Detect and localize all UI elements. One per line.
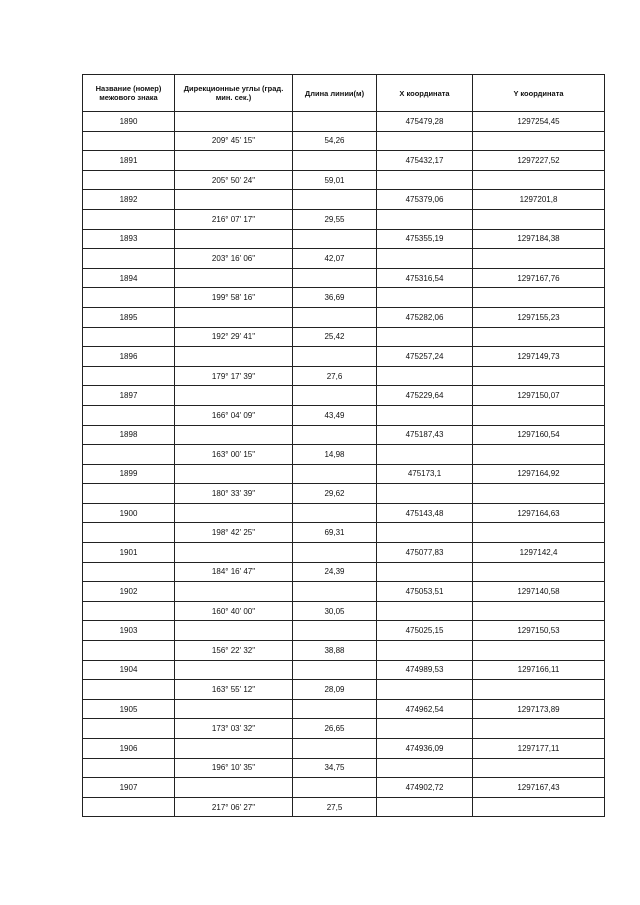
- header-point-name: Название (номер) межового знака: [83, 75, 175, 112]
- point-name-cell: 1903: [83, 621, 175, 641]
- header-x-coordinate: X координата: [377, 75, 473, 112]
- length-cell-empty: [293, 582, 377, 602]
- x-coordinate-cell-empty: [377, 209, 473, 229]
- line-length-cell: 69,31: [293, 523, 377, 543]
- y-coordinate-cell: 1297142,4: [473, 543, 605, 563]
- y-coordinate-cell-empty: [473, 170, 605, 190]
- y-coordinate-cell: 1297155,23: [473, 307, 605, 327]
- angle-cell-empty: [175, 464, 293, 484]
- table-row-point: [83, 425, 605, 445]
- length-cell-empty: [293, 347, 377, 367]
- angle-cell-empty: [175, 543, 293, 563]
- x-coordinate-cell-empty: [377, 484, 473, 504]
- table-row-segment: [83, 327, 605, 347]
- point-name-cell-empty: [83, 641, 175, 661]
- y-coordinate-cell: 1297164,63: [473, 503, 605, 523]
- y-coordinate-cell: 1297150,53: [473, 621, 605, 641]
- x-coordinate-cell-empty: [377, 680, 473, 700]
- x-coordinate-cell-empty: [377, 170, 473, 190]
- table-row-segment: [83, 209, 605, 229]
- x-coordinate-cell-empty: [377, 758, 473, 778]
- line-length-cell: 14,98: [293, 445, 377, 465]
- y-coordinate-cell-empty: [473, 445, 605, 465]
- y-coordinate-cell: 1297140,58: [473, 582, 605, 602]
- table-row-segment: [83, 523, 605, 543]
- table-row-segment: [83, 445, 605, 465]
- header-y-coordinate: Y координата: [473, 75, 605, 112]
- angle-cell-empty: [175, 386, 293, 406]
- y-coordinate-cell: 1297177,11: [473, 739, 605, 759]
- point-name-cell-empty: [83, 719, 175, 739]
- line-length-cell: 42,07: [293, 249, 377, 269]
- table-row-point: [83, 229, 605, 249]
- x-coordinate-cell: 475143,48: [377, 503, 473, 523]
- y-coordinate-cell: 1297167,76: [473, 268, 605, 288]
- direction-angle-cell: 184° 16' 47": [175, 562, 293, 582]
- y-coordinate-cell: 1297173,89: [473, 699, 605, 719]
- x-coordinate-cell-empty: [377, 719, 473, 739]
- angle-cell-empty: [175, 582, 293, 602]
- angle-cell-empty: [175, 307, 293, 327]
- length-cell-empty: [293, 660, 377, 680]
- angle-cell-empty: [175, 425, 293, 445]
- table-row-segment: [83, 131, 605, 151]
- angle-cell-empty: [175, 621, 293, 641]
- direction-angle-cell: 196° 10' 35": [175, 758, 293, 778]
- direction-angle-cell: 160° 40' 00": [175, 601, 293, 621]
- direction-angle-cell: 203° 16' 06": [175, 249, 293, 269]
- table-row-point: [83, 151, 605, 171]
- y-coordinate-cell-empty: [473, 405, 605, 425]
- line-length-cell: 28,09: [293, 680, 377, 700]
- direction-angle-cell: 198° 42' 25": [175, 523, 293, 543]
- x-coordinate-cell: 474962,54: [377, 699, 473, 719]
- table-row-segment: [83, 601, 605, 621]
- x-coordinate-cell-empty: [377, 288, 473, 308]
- y-coordinate-cell-empty: [473, 601, 605, 621]
- direction-angle-cell: 192° 29' 41": [175, 327, 293, 347]
- direction-angle-cell: 180° 33' 39": [175, 484, 293, 504]
- x-coordinate-cell: 474902,72: [377, 778, 473, 798]
- line-length-cell: 59,01: [293, 170, 377, 190]
- point-name-cell-empty: [83, 797, 175, 817]
- point-name-cell: 1891: [83, 151, 175, 171]
- length-cell-empty: [293, 543, 377, 563]
- table-row-segment: [83, 758, 605, 778]
- header-direction-angle: Дирекционные углы (град. мин. сек.): [175, 75, 293, 112]
- direction-angle-cell: 166° 04' 09": [175, 405, 293, 425]
- direction-angle-cell: 179° 17' 39": [175, 366, 293, 386]
- y-coordinate-cell-empty: [473, 641, 605, 661]
- table-row-segment: [83, 288, 605, 308]
- direction-angle-cell: 163° 55' 12": [175, 680, 293, 700]
- y-coordinate-cell-empty: [473, 249, 605, 269]
- table-row-point: [83, 464, 605, 484]
- length-cell-empty: [293, 386, 377, 406]
- x-coordinate-cell-empty: [377, 405, 473, 425]
- length-cell-empty: [293, 268, 377, 288]
- point-name-cell: 1899: [83, 464, 175, 484]
- point-name-cell-empty: [83, 523, 175, 543]
- line-length-cell: 36,69: [293, 288, 377, 308]
- y-coordinate-cell: 1297150,07: [473, 386, 605, 406]
- angle-cell-empty: [175, 660, 293, 680]
- angle-cell-empty: [175, 739, 293, 759]
- length-cell-empty: [293, 425, 377, 445]
- point-name-cell: 1905: [83, 699, 175, 719]
- angle-cell-empty: [175, 503, 293, 523]
- point-name-cell-empty: [83, 249, 175, 269]
- table-row-point: [83, 699, 605, 719]
- direction-angle-cell: 209° 45' 15": [175, 131, 293, 151]
- length-cell-empty: [293, 151, 377, 171]
- x-coordinate-cell: 475479,28: [377, 112, 473, 132]
- point-name-cell-empty: [83, 601, 175, 621]
- y-coordinate-cell-empty: [473, 562, 605, 582]
- x-coordinate-cell: 475053,51: [377, 582, 473, 602]
- point-name-cell: 1904: [83, 660, 175, 680]
- line-length-cell: 25,42: [293, 327, 377, 347]
- table-row-segment: [83, 405, 605, 425]
- table-row-point: [83, 543, 605, 563]
- y-coordinate-cell-empty: [473, 288, 605, 308]
- y-coordinate-cell: 1297149,73: [473, 347, 605, 367]
- x-coordinate-cell: 475432,17: [377, 151, 473, 171]
- point-name-cell-empty: [83, 288, 175, 308]
- y-coordinate-cell: 1297164,92: [473, 464, 605, 484]
- angle-cell-empty: [175, 699, 293, 719]
- point-name-cell: 1898: [83, 425, 175, 445]
- length-cell-empty: [293, 112, 377, 132]
- table-row-point: [83, 112, 605, 132]
- y-coordinate-cell-empty: [473, 758, 605, 778]
- table-row-segment: [83, 366, 605, 386]
- length-cell-empty: [293, 699, 377, 719]
- point-name-cell: 1902: [83, 582, 175, 602]
- angle-cell-empty: [175, 268, 293, 288]
- table-row-segment: [83, 562, 605, 582]
- direction-angle-cell: 199° 58' 16": [175, 288, 293, 308]
- direction-angle-cell: 217° 06' 27": [175, 797, 293, 817]
- point-name-cell: 1895: [83, 307, 175, 327]
- y-coordinate-cell-empty: [473, 366, 605, 386]
- point-name-cell-empty: [83, 366, 175, 386]
- angle-cell-empty: [175, 112, 293, 132]
- angle-cell-empty: [175, 347, 293, 367]
- line-length-cell: 34,75: [293, 758, 377, 778]
- line-length-cell: 26,65: [293, 719, 377, 739]
- y-coordinate-cell: 1297184,38: [473, 229, 605, 249]
- y-coordinate-cell: 1297160,54: [473, 425, 605, 445]
- table-body: [83, 112, 605, 817]
- table-row-point: [83, 739, 605, 759]
- length-cell-empty: [293, 778, 377, 798]
- y-coordinate-cell-empty: [473, 209, 605, 229]
- x-coordinate-cell: 475257,24: [377, 347, 473, 367]
- y-coordinate-cell-empty: [473, 131, 605, 151]
- x-coordinate-cell: 475379,06: [377, 190, 473, 210]
- point-name-cell: 1901: [83, 543, 175, 563]
- x-coordinate-cell: 475316,54: [377, 268, 473, 288]
- table-row-point: [83, 778, 605, 798]
- angle-cell-empty: [175, 151, 293, 171]
- x-coordinate-cell-empty: [377, 797, 473, 817]
- table-row-segment: [83, 641, 605, 661]
- table-row-point: [83, 190, 605, 210]
- point-name-cell-empty: [83, 680, 175, 700]
- length-cell-empty: [293, 229, 377, 249]
- table-row-segment: [83, 170, 605, 190]
- x-coordinate-cell: 475173,1: [377, 464, 473, 484]
- x-coordinate-cell: 475229,64: [377, 386, 473, 406]
- point-name-cell: 1896: [83, 347, 175, 367]
- table-row-point: [83, 503, 605, 523]
- point-name-cell: 1897: [83, 386, 175, 406]
- point-name-cell-empty: [83, 327, 175, 347]
- point-name-cell-empty: [83, 405, 175, 425]
- angle-cell-empty: [175, 190, 293, 210]
- x-coordinate-cell-empty: [377, 445, 473, 465]
- y-coordinate-cell: 1297166,11: [473, 660, 605, 680]
- x-coordinate-cell: 475187,43: [377, 425, 473, 445]
- line-length-cell: 29,55: [293, 209, 377, 229]
- length-cell-empty: [293, 621, 377, 641]
- point-name-cell-empty: [83, 131, 175, 151]
- y-coordinate-cell: 1297254,45: [473, 112, 605, 132]
- table-row-segment: [83, 719, 605, 739]
- point-name-cell: 1894: [83, 268, 175, 288]
- x-coordinate-cell-empty: [377, 601, 473, 621]
- length-cell-empty: [293, 503, 377, 523]
- table-row-point: [83, 307, 605, 327]
- length-cell-empty: [293, 190, 377, 210]
- y-coordinate-cell-empty: [473, 797, 605, 817]
- x-coordinate-cell: 475077,83: [377, 543, 473, 563]
- y-coordinate-cell: 1297201,8: [473, 190, 605, 210]
- point-name-cell-empty: [83, 562, 175, 582]
- y-coordinate-cell-empty: [473, 484, 605, 504]
- angle-cell-empty: [175, 229, 293, 249]
- y-coordinate-cell: 1297167,43: [473, 778, 605, 798]
- y-coordinate-cell-empty: [473, 327, 605, 347]
- x-coordinate-cell-empty: [377, 131, 473, 151]
- x-coordinate-cell-empty: [377, 249, 473, 269]
- table-row-segment: [83, 797, 605, 817]
- direction-angle-cell: 205° 50' 24": [175, 170, 293, 190]
- x-coordinate-cell-empty: [377, 562, 473, 582]
- line-length-cell: 29,62: [293, 484, 377, 504]
- table-row-segment: [83, 249, 605, 269]
- table-row-point: [83, 347, 605, 367]
- x-coordinate-cell: 474989,53: [377, 660, 473, 680]
- table-row-segment: [83, 680, 605, 700]
- table-header-row: [83, 75, 605, 112]
- point-name-cell-empty: [83, 758, 175, 778]
- direction-angle-cell: 216° 07' 17": [175, 209, 293, 229]
- x-coordinate-cell: 475355,19: [377, 229, 473, 249]
- x-coordinate-cell-empty: [377, 641, 473, 661]
- length-cell-empty: [293, 307, 377, 327]
- point-name-cell: 1907: [83, 778, 175, 798]
- y-coordinate-cell: 1297227,52: [473, 151, 605, 171]
- point-name-cell: 1890: [83, 112, 175, 132]
- direction-angle-cell: 156° 22' 32": [175, 641, 293, 661]
- point-name-cell-empty: [83, 170, 175, 190]
- x-coordinate-cell: 474936,09: [377, 739, 473, 759]
- length-cell-empty: [293, 464, 377, 484]
- point-name-cell: 1900: [83, 503, 175, 523]
- point-name-cell: 1906: [83, 739, 175, 759]
- x-coordinate-cell-empty: [377, 523, 473, 543]
- table-row-point: [83, 621, 605, 641]
- line-length-cell: 38,88: [293, 641, 377, 661]
- line-length-cell: 24,39: [293, 562, 377, 582]
- point-name-cell-empty: [83, 484, 175, 504]
- x-coordinate-cell: 475025,15: [377, 621, 473, 641]
- table-row-point: [83, 582, 605, 602]
- line-length-cell: 30,05: [293, 601, 377, 621]
- table-row-point: [83, 660, 605, 680]
- length-cell-empty: [293, 739, 377, 759]
- point-name-cell-empty: [83, 445, 175, 465]
- line-length-cell: 43,49: [293, 405, 377, 425]
- table-row-segment: [83, 484, 605, 504]
- angle-cell-empty: [175, 778, 293, 798]
- point-name-cell-empty: [83, 209, 175, 229]
- y-coordinate-cell-empty: [473, 719, 605, 739]
- table-row-point: [83, 386, 605, 406]
- point-name-cell: 1893: [83, 229, 175, 249]
- line-length-cell: 27,5: [293, 797, 377, 817]
- y-coordinate-cell-empty: [473, 523, 605, 543]
- x-coordinate-cell: 475282,06: [377, 307, 473, 327]
- line-length-cell: 54,26: [293, 131, 377, 151]
- point-name-cell: 1892: [83, 190, 175, 210]
- header-line-length: Длина линии(м): [293, 75, 377, 112]
- line-length-cell: 27,6: [293, 366, 377, 386]
- table-row-point: [83, 268, 605, 288]
- y-coordinate-cell-empty: [473, 680, 605, 700]
- direction-angle-cell: 173° 03' 32": [175, 719, 293, 739]
- boundary-coordinates-table: [82, 74, 605, 817]
- x-coordinate-cell-empty: [377, 366, 473, 386]
- x-coordinate-cell-empty: [377, 327, 473, 347]
- direction-angle-cell: 163° 00' 15": [175, 445, 293, 465]
